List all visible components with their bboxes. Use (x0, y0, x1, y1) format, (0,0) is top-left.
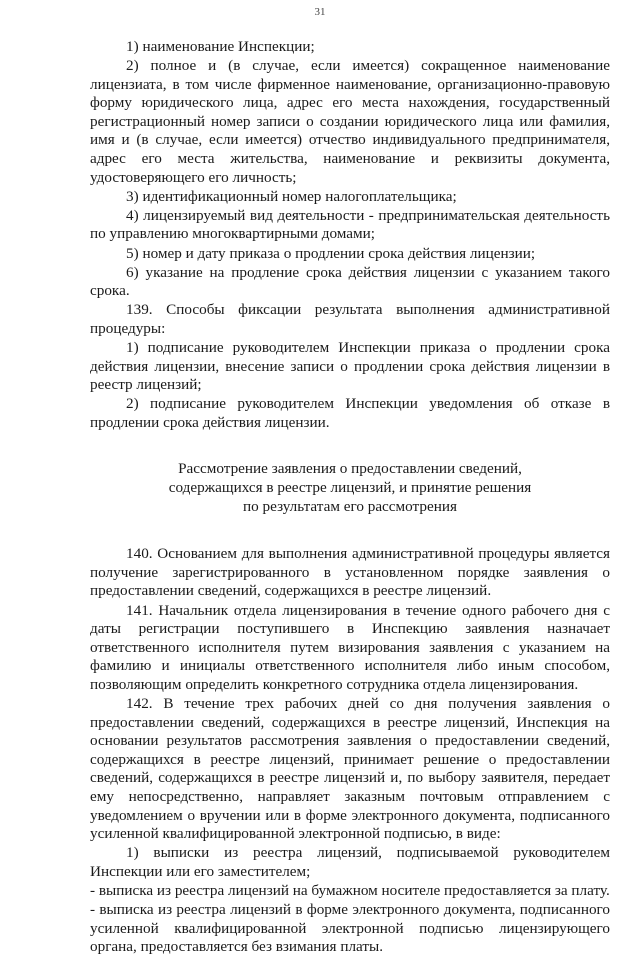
paragraph-141: 141. Начальник отдела лицензирования в течение одного рабочего дня с даты регистрации поступившего в Инспекцию заявления назначает ответственного исполнителя путем визирования заявления с указанием на фамилию и инициалы ответственного исполнителя либо иным способом, позволяющим определить конкретного сотрудника отдела лицензирования. (90, 601, 610, 693)
list-item-6: 6) указание на продление срока действия лицензии с указанием такого срока. (90, 263, 610, 300)
paragraph-140: 140. Основанием для выполнения административной процедуры является получение зарегистрированного в установленном порядке заявления о предоставлении сведений, содержащихся в реестре лицензий. (90, 545, 610, 600)
list-item-1: 1) наименование Инспекции; (126, 38, 315, 55)
list-item-139-1: 1) подписание руководителем Инспекции приказа о продлении срока действия лицензии, внесение записи о продлении срока действия лицензии в реестр лицензий; (90, 339, 610, 394)
list-item-3: 3) идентификационный номер налогоплательщика; (126, 187, 457, 205)
document-body (90, 38, 610, 957)
bullet-electronic-extract: - выписка из реестра лицензий в форме электронного документа, подписанного усиленной квалифицированной электронной подписью лицензирующего органа, предоставляется без взимания платы. (90, 901, 610, 956)
list-item-142-1: 1) выписки из реестра лицензий, подписываемой руководителем Инспекции или его заместителем; (90, 844, 610, 880)
list-item-139-2: 2) подписание руководителем Инспекции уведомления об отказе в продлении срока действия лицензии. (90, 395, 610, 431)
section-heading-line-3: по результатам его рассмотрения (243, 497, 457, 515)
bullet-paper-extract: - выписка из реестра лицензий на бумажном носителе предоставляется за плату. (90, 881, 610, 899)
paragraph-139: 139. Способы фиксации результата выполнения административной процедуры: (90, 301, 610, 337)
section-heading-line-1: Рассмотрение заявления о предоставлении сведений, (178, 460, 522, 478)
list-item-5: 5) номер и дату приказа о продлении срока действия лицензии; (126, 244, 536, 262)
paragraph-142: 142. В течение трех рабочих дней со дня получения заявления о предоставлении сведений, содержащихся в реестре лицензий, Инспекция на основании результатов рассмотрения заявления о предоставлении сведений, содержащихся в реестре лицензий, принимает решение о предоставлении сведений, содержащихся в реестре лицензий и, по выбору заявителя, передает ему непосредственно, направляет заказным почтовым отправлением с уведомлением о вручении или в форме электронного документа, подписанного усиленной квалифицированной электронной подписью, в виде: (90, 695, 610, 843)
list-item-2: 2) полное и (в случае, если имеется) сокращенное наименование лицензиата, в том числе фирменное наименование, организационно-правовую форму юридического лица, адрес его места нахождения, государственный регистрационный номер записи о создании юридического лица или фамилия, имя и (в случае, если имеется) отчество индивидуального предпринимателя, адрес его места жительства, наименование и реквизиты документа, удостоверяющего его личность; (90, 57, 610, 186)
section-heading-line-2: содержащихся в реестре лицензий, и принятие решения (168, 479, 532, 497)
page-number: 31 (314, 6, 326, 18)
section-heading (90, 460, 610, 516)
list-item-4: 4) лицензируемый вид деятельности - предпринимательская деятельность по управлению многоквартирными домами; (90, 206, 610, 243)
